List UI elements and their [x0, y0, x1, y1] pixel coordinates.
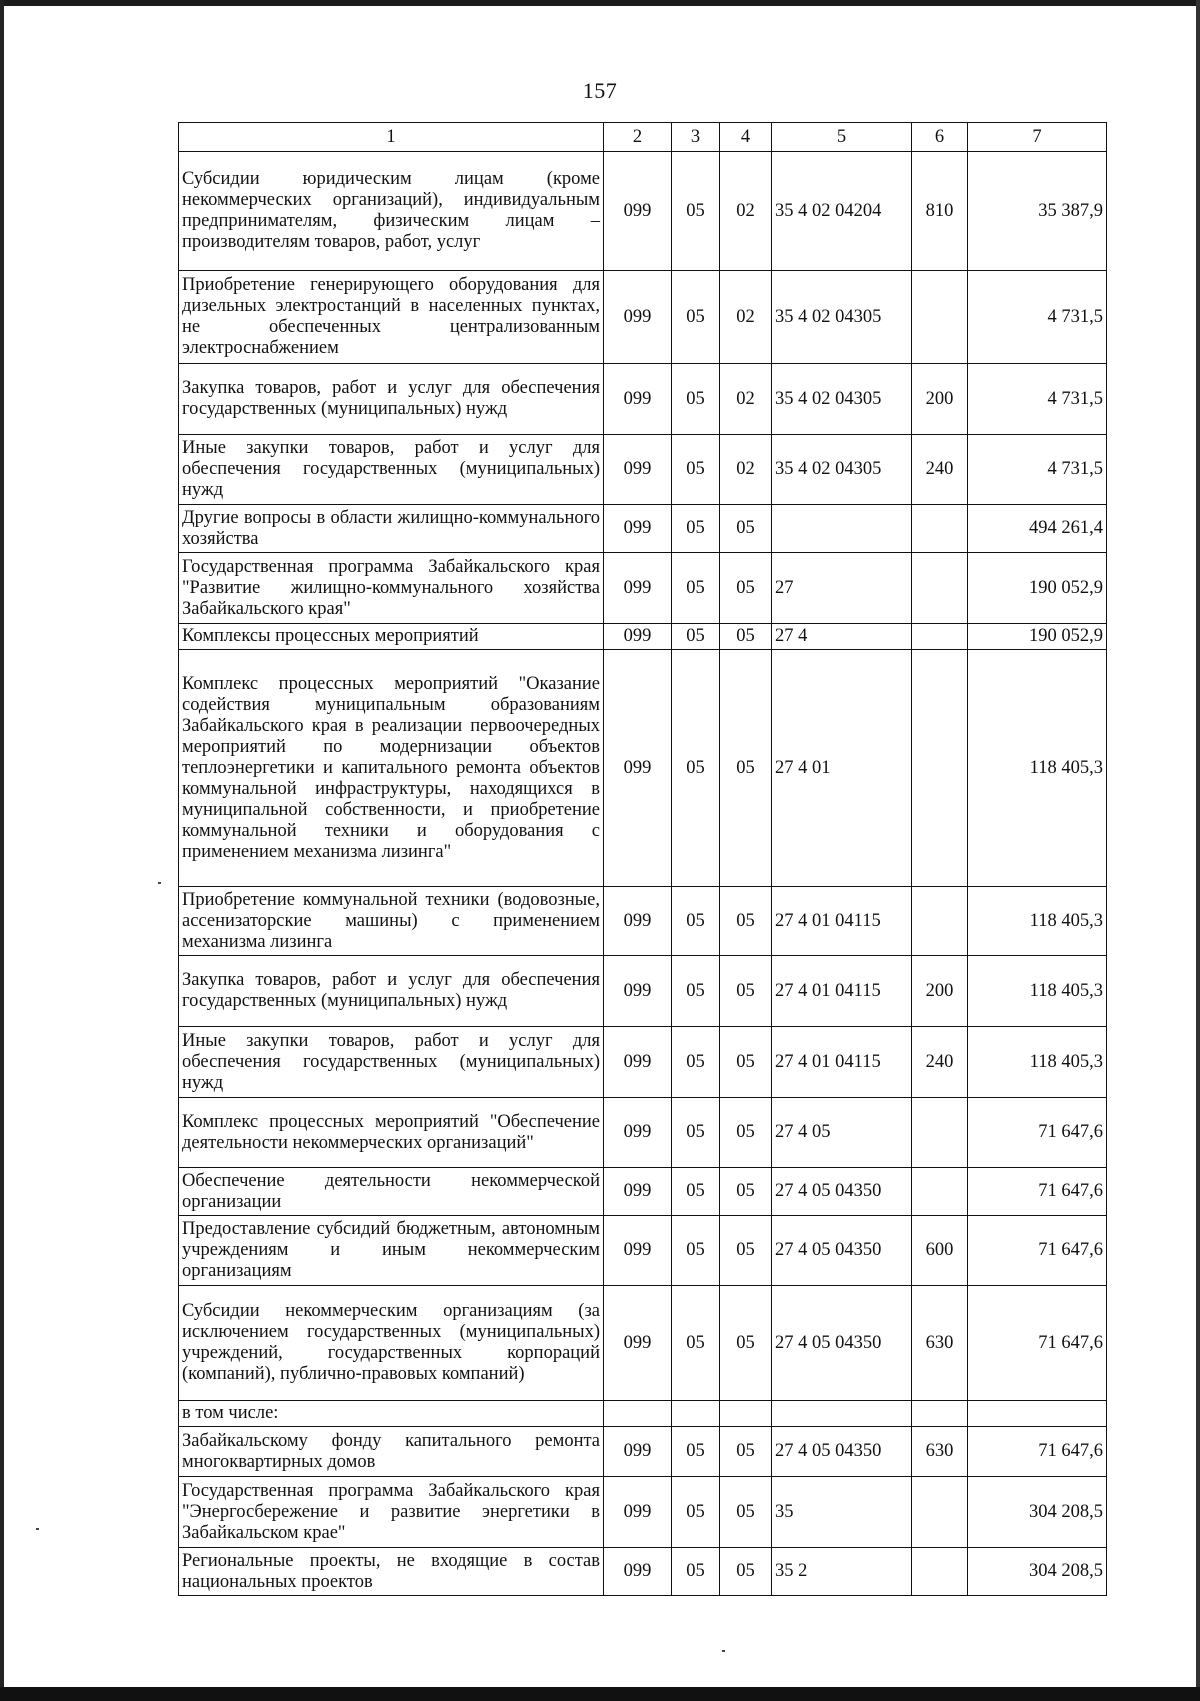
row-name-cell: Иные закупки товаров, работ и услуг для обеспечения государственных (муниципальных) нужд: [179, 435, 604, 505]
amount-cell: 4 731,5: [968, 364, 1107, 435]
section-cell: 05: [672, 1427, 720, 1477]
admin-code-cell: 099: [604, 435, 672, 505]
section-cell: 05: [672, 1098, 720, 1168]
expense-type-cell: [912, 1477, 968, 1548]
section-cell: 05: [672, 1168, 720, 1216]
header-cell: 6: [912, 123, 968, 152]
amount-cell: 4 731,5: [968, 435, 1107, 505]
subsection-cell: 05: [720, 1216, 772, 1286]
expense-type-cell: 240: [912, 435, 968, 505]
expense-type-cell: [912, 271, 968, 364]
expense-type-cell: 630: [912, 1427, 968, 1477]
amount-cell: 118 405,3: [968, 1027, 1107, 1098]
section-cell: 05: [672, 364, 720, 435]
row-name-cell: Комплекс процессных мероприятий "Обеспечение деятельности некоммерческих организаций": [179, 1098, 604, 1168]
header-cell: 2: [604, 123, 672, 152]
expense-type-cell: [912, 650, 968, 887]
target-article-cell: 35 4 02 04305: [772, 364, 912, 435]
target-article-cell: 35 2: [772, 1548, 912, 1596]
scan-border-top: [0, 0, 1200, 6]
admin-code-cell: 099: [604, 1168, 672, 1216]
row-name-cell: Субсидии юридическим лицам (кроме некоммерческих организаций), индивидуальным предпринимателям, физическим лицам – производителям товаров, работ, услуг: [179, 152, 604, 271]
table-row: [179, 1098, 1107, 1168]
row-name-cell: Закупка товаров, работ и услуг для обеспечения государственных (муниципальных) нужд: [179, 956, 604, 1027]
expense-type-cell: 240: [912, 1027, 968, 1098]
row-name-cell: Другие вопросы в области жилищно-коммунального хозяйства: [179, 505, 604, 553]
section-cell: 05: [672, 887, 720, 956]
subsection-cell: 05: [720, 650, 772, 887]
table-row: [179, 1168, 1107, 1216]
table-row: [179, 956, 1107, 1027]
subsection-cell: 05: [720, 553, 772, 624]
table-row: [179, 1216, 1107, 1286]
expense-type-cell: 600: [912, 1216, 968, 1286]
amount-cell: 304 208,5: [968, 1548, 1107, 1596]
table-row: [179, 650, 1107, 887]
admin-code-cell: 099: [604, 1286, 672, 1401]
header-cell: 3: [672, 123, 720, 152]
expense-type-cell: [912, 1098, 968, 1168]
admin-code-cell: 099: [604, 364, 672, 435]
expense-type-cell: [912, 505, 968, 553]
subsection-cell: 05: [720, 1168, 772, 1216]
admin-code-cell: 099: [604, 1027, 672, 1098]
table-row: [179, 553, 1107, 624]
budget-table: [178, 122, 1107, 1596]
amount-cell: 118 405,3: [968, 887, 1107, 956]
row-name-cell: Региональные проекты, не входящие в состав национальных проектов: [179, 1548, 604, 1596]
target-article-cell: 35 4 02 04305: [772, 271, 912, 364]
amount-cell: 190 052,9: [968, 624, 1107, 650]
amount-cell: 190 052,9: [968, 553, 1107, 624]
section-cell: 05: [672, 1027, 720, 1098]
scan-border-right: [1196, 0, 1200, 1701]
admin-code-cell: 099: [604, 1216, 672, 1286]
admin-code-cell: 099: [604, 1098, 672, 1168]
section-cell: 05: [672, 650, 720, 887]
table-row: [179, 505, 1107, 553]
subsection-cell: 02: [720, 435, 772, 505]
scan-speck: [158, 882, 161, 884]
row-name-cell: Обеспечение деятельности некоммерческой организации: [179, 1168, 604, 1216]
section-cell: 05: [672, 152, 720, 271]
row-name-cell: Субсидии некоммерческим организациям (за исключением государственных (муниципальных) учреждений, государственных корпораций (компаний), публично-правовых компаний): [179, 1286, 604, 1401]
page-number: 157: [582, 78, 618, 103]
section-cell: 05: [672, 271, 720, 364]
admin-code-cell: 099: [604, 624, 672, 650]
section-cell: 05: [672, 553, 720, 624]
amount-cell: 35 387,9: [968, 152, 1107, 271]
admin-code-cell: 099: [604, 1427, 672, 1477]
table-row: [179, 1286, 1107, 1401]
target-article-cell: 27 4 01 04115: [772, 956, 912, 1027]
table-row: [179, 364, 1107, 435]
target-article-cell: 27 4 05 04350: [772, 1168, 912, 1216]
expense-type-cell: [912, 1548, 968, 1596]
expense-type-cell: [912, 624, 968, 650]
row-name-cell: Иные закупки товаров, работ и услуг для обеспечения государственных (муниципальных) нужд: [179, 1027, 604, 1098]
subsection-cell: 05: [720, 1027, 772, 1098]
admin-code-cell: 099: [604, 887, 672, 956]
expense-type-cell: 630: [912, 1286, 968, 1401]
section-cell: 05: [672, 1548, 720, 1596]
amount-cell: 4 731,5: [968, 271, 1107, 364]
subsection-cell: 05: [720, 956, 772, 1027]
subsection-cell: [720, 1401, 772, 1427]
subsection-cell: 02: [720, 364, 772, 435]
row-name-cell: Приобретение коммунальной техники (водовозные, ассенизаторские машины) с применением механизма лизинга: [179, 887, 604, 956]
header-cell: 1: [179, 123, 604, 152]
admin-code-cell: 099: [604, 271, 672, 364]
subsection-cell: 05: [720, 505, 772, 553]
section-cell: 05: [672, 1216, 720, 1286]
section-cell: 05: [672, 1477, 720, 1548]
row-name-cell: Государственная программа Забайкальского края "Энергосбережение и развитие энергетики в Забайкальском крае": [179, 1477, 604, 1548]
admin-code-cell: 099: [604, 1477, 672, 1548]
target-article-cell: [772, 505, 912, 553]
expense-type-cell: [912, 1168, 968, 1216]
subsection-cell: 05: [720, 1098, 772, 1168]
admin-code-cell: 099: [604, 152, 672, 271]
amount-cell: 71 647,6: [968, 1427, 1107, 1477]
expense-type-cell: [912, 887, 968, 956]
target-article-cell: 35 4 02 04305: [772, 435, 912, 505]
expense-type-cell: [912, 553, 968, 624]
row-name-cell: Закупка товаров, работ и услуг для обеспечения государственных (муниципальных) нужд: [179, 364, 604, 435]
amount-cell: 118 405,3: [968, 956, 1107, 1027]
admin-code-cell: 099: [604, 1548, 672, 1596]
row-name-cell: Комплексы процессных мероприятий: [179, 624, 604, 650]
table-row: [179, 1401, 1107, 1427]
subsection-cell: 05: [720, 1477, 772, 1548]
amount-cell: 71 647,6: [968, 1216, 1107, 1286]
target-article-cell: 35: [772, 1477, 912, 1548]
subsection-cell: 02: [720, 271, 772, 364]
table-row: [179, 624, 1107, 650]
admin-code-cell: [604, 1401, 672, 1427]
amount-cell: 71 647,6: [968, 1168, 1107, 1216]
expense-type-cell: 810: [912, 152, 968, 271]
target-article-cell: 27: [772, 553, 912, 624]
subsection-cell: 05: [720, 1286, 772, 1401]
section-cell: 05: [672, 624, 720, 650]
target-article-cell: 27 4 05 04350: [772, 1427, 912, 1477]
section-cell: 05: [672, 956, 720, 1027]
section-cell: 05: [672, 505, 720, 553]
table-row: [179, 435, 1107, 505]
expense-type-cell: 200: [912, 364, 968, 435]
row-name-cell: Предоставление субсидий бюджетным, автономным учреждениям и иным некоммерческим организациям: [179, 1216, 604, 1286]
table-row: [179, 1477, 1107, 1548]
target-article-cell: 27 4: [772, 624, 912, 650]
target-article-cell: 27 4 01 04115: [772, 887, 912, 956]
header-cell: 4: [720, 123, 772, 152]
table-row: [179, 1548, 1107, 1596]
row-name-cell: в том числе:: [179, 1401, 604, 1427]
header-cell: 7: [968, 123, 1107, 152]
target-article-cell: [772, 1401, 912, 1427]
amount-cell: 494 261,4: [968, 505, 1107, 553]
table-row: [179, 1027, 1107, 1098]
scan-speck: [722, 1650, 725, 1652]
expense-type-cell: 200: [912, 956, 968, 1027]
subsection-cell: 05: [720, 887, 772, 956]
admin-code-cell: 099: [604, 505, 672, 553]
header-cell: 5: [772, 123, 912, 152]
expense-type-cell: [912, 1401, 968, 1427]
subsection-cell: 05: [720, 1427, 772, 1477]
subsection-cell: 05: [720, 1548, 772, 1596]
amount-cell: [968, 1401, 1107, 1427]
section-cell: 05: [672, 1286, 720, 1401]
table-row: [179, 887, 1107, 956]
admin-code-cell: 099: [604, 650, 672, 887]
amount-cell: 71 647,6: [968, 1286, 1107, 1401]
scan-border-left: [0, 0, 4, 1701]
amount-cell: 304 208,5: [968, 1477, 1107, 1548]
amount-cell: 118 405,3: [968, 650, 1107, 887]
admin-code-cell: 099: [604, 553, 672, 624]
section-cell: 05: [672, 435, 720, 505]
table-row: [179, 1427, 1107, 1477]
table-row: [179, 152, 1107, 271]
amount-cell: 71 647,6: [968, 1098, 1107, 1168]
target-article-cell: 35 4 02 04204: [772, 152, 912, 271]
row-name-cell: Комплекс процессных мероприятий "Оказание содействия муниципальным образованиям Забайкальского края в реализации первоочередных мероприятий по модернизации объектов теплоэнергетики и капитального ремонта объектов коммунальной инфраструктуры, находящихся в муниципальной собственности, и приобретение коммунальной техники и оборудования с применением механизма лизинга": [179, 650, 604, 887]
target-article-cell: 27 4 01: [772, 650, 912, 887]
admin-code-cell: 099: [604, 956, 672, 1027]
table-row: [179, 271, 1107, 364]
subsection-cell: 02: [720, 152, 772, 271]
subsection-cell: 05: [720, 624, 772, 650]
target-article-cell: 27 4 01 04115: [772, 1027, 912, 1098]
target-article-cell: 27 4 05: [772, 1098, 912, 1168]
target-article-cell: 27 4 05 04350: [772, 1216, 912, 1286]
scan-speck: [36, 1528, 39, 1530]
row-name-cell: Государственная программа Забайкальского края "Развитие жилищно-коммунального хозяйства Забайкальского края": [179, 553, 604, 624]
target-article-cell: 27 4 05 04350: [772, 1286, 912, 1401]
row-name-cell: Забайкальскому фонду капитального ремонта многоквартирных домов: [179, 1427, 604, 1477]
table-header-row: [179, 123, 1107, 152]
scan-border-bottom: [0, 1687, 1200, 1701]
row-name-cell: Приобретение генерирующего оборудования для дизельных электростанций в населенных пунктах, не обеспеченных централизованным электроснабжением: [179, 271, 604, 364]
section-cell: [672, 1401, 720, 1427]
